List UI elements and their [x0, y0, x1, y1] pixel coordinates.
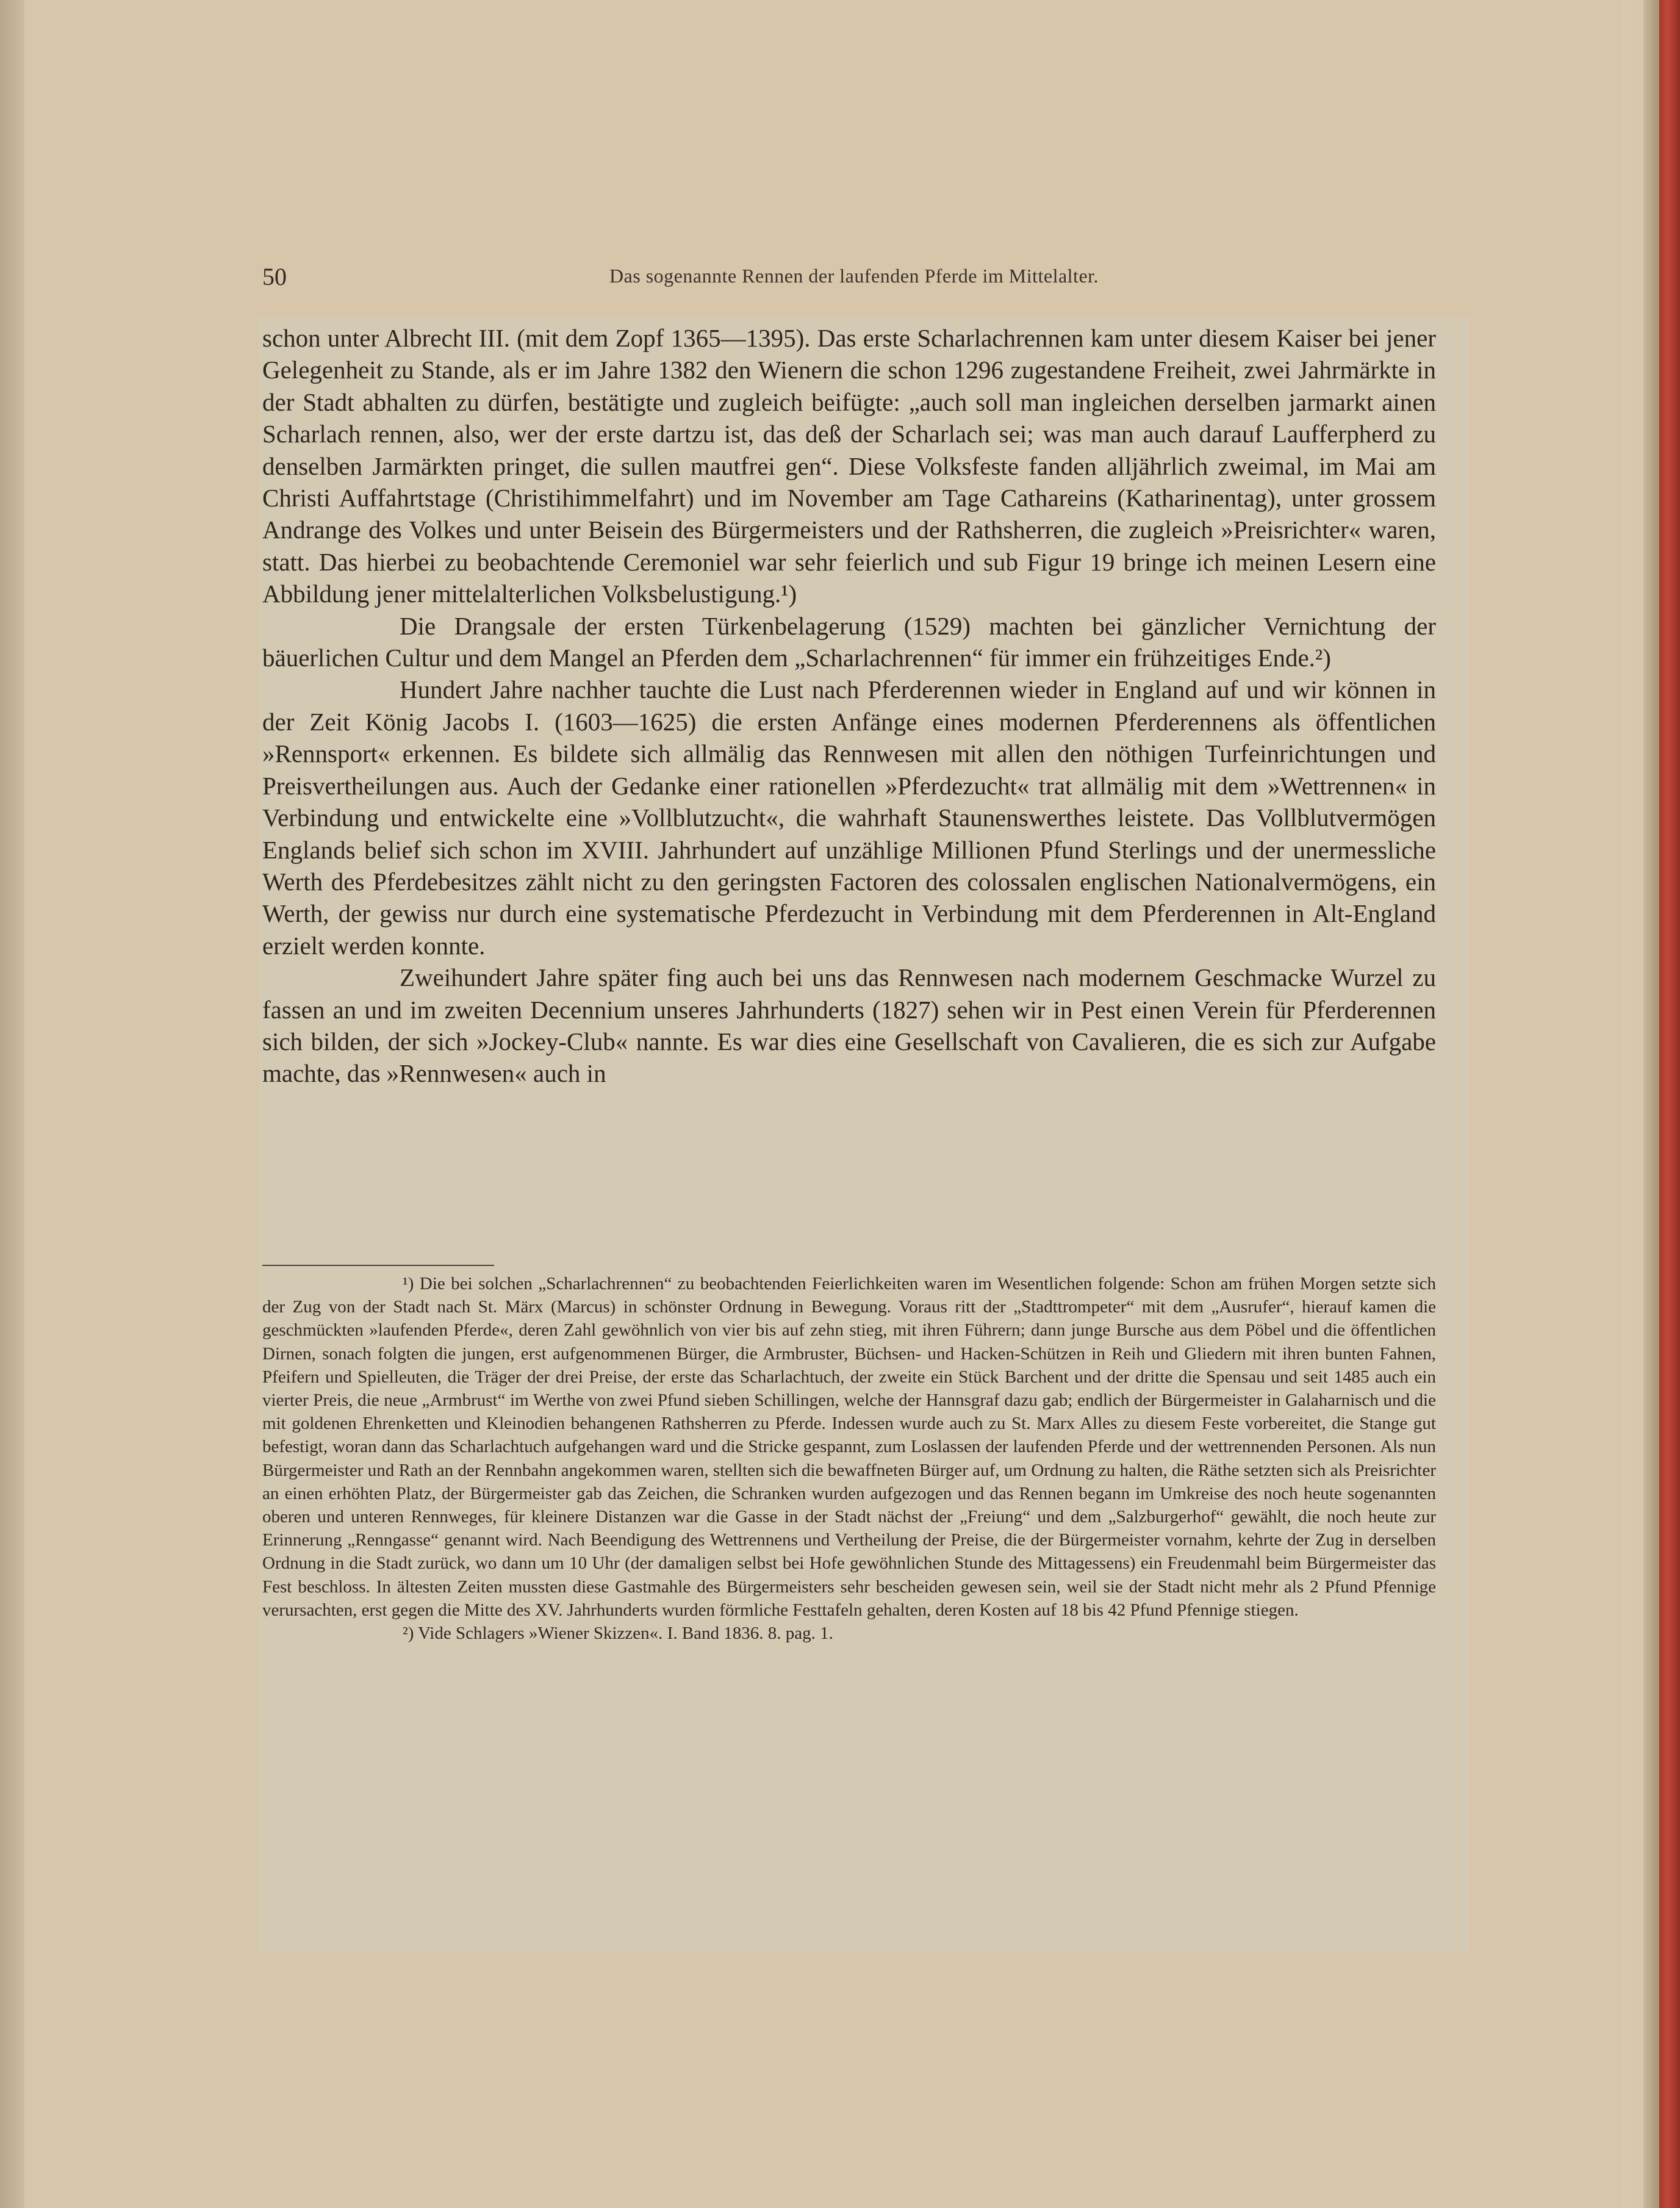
main-text — [262, 322, 1436, 1090]
running-title: Das sogenannte Rennen der laufenden Pferde im Mittelalter. — [609, 265, 1099, 287]
paragraph: schon unter Albrecht III. (mit dem Zopf 1365—1395). Das erste Scharlachrennen kam unter diesem Kaiser bei jener Gelegenheit zu Stande, als er im Jahre 1382 den Wienern die schon 1296 zugestandene Freiheit, zwei Jahrmärkte in der Stadt abhalten zu dürfen, bestätigte und zugleich beifügte: „auch soll man ingleichen derselben jarmarkt ainen Scharlach rennen, also, wer der erste dartzu ist, das deß der Scharlach sei; was man auch darauf Laufferpherd zu denselben Jarmärkten pringet, die sullen mautfrei gen“. Diese Volksfeste fanden alljährlich zweimal, im Mai am Christi Auffahrtstage (Christihimmelfahrt) und im November am Tage Cathareins (Katharinentag), unter grossem Andrange des Volkes und unter Beisein des Bürgermeisters und der Rathsherren, die zugleich »Preisrichter« waren, statt. Das hierbei zu beobachtende Ceremoniel war sehr feierlich und sub Figur 19 bringe ich meinen Lesern eine Abbildung jener mittelalterlichen Volksbelustigung.¹) — [262, 324, 1436, 608]
footnote-1: ¹) Die bei solchen „Scharlachrennen“ zu beobachtenden Feierlichkeiten waren im Wesentlichen folgende: Schon am frühen Morgen setzte sich der Zug von der Stadt nach St. Märx (Marcus) in schönster Ordnung in Bewegung. Voraus ritt der „Stadttrompeter“ mit dem „Ausrufer“, hierauf kamen die geschmückten »laufenden Pferde«, deren Zahl gewöhnlich von vier bis auf zehn stieg, mit ihren Führern; dann junge Bursche aus dem Pöbel und die öffentlichen Dirnen, sonach folgten die jungen, erst aufgenommenen Bürger, die Armbruster, Büchsen- und Hacken-Schützen in Reih und Gliedern mit ihren bunten Fahnen, Pfeifern und Spielleuten, die Träger der drei Preise, der erste das Scharlachtuch, der zweite ein Stück Barchent und der dritte die Spensau und seit 1485 auch ein vierter Preis, die neue „Armbrust“ im Werthe von zwei Pfund sieben Schillingen, welche der Hannsgraf dazu gab; endlich der Bürgermeister in Galaharnisch und die mit goldenen Ehrenketten und Kleinodien behangenen Rathsherren zu Pferde. Indessen wurde auch zu St. Marx Alles zu diesem Feste vorbereitet, die Stange gut befestigt, woran dann das Scharlachtuch aufgehangen ward und die Stricke gespannt, zum Loslassen der laufenden Pferde und der wettrennenden Personen. Als nun Bürgermeister und Rath an der Rennbahn angekommen waren, stellten sich die bewaffneten Bürger auf, um Ordnung zu halten, die Räthe setzten sich als Preisrichter an einen erhöhten Platz, der Bürgermeister gab das Zeichen, die Schranken wurden aufgezogen und das Rennen begann im Umkreise des noch heute sogenannten oberen und unteren Rennweges, für kleinere Distanzen war die Gasse in der Stadt nächst der „Freiung“ und dem „Salzburgerhof“ gewählt, die noch heute zur Erinnerung „Renngasse“ genannt wird. Nach Beendigung des Wettrennens und Vertheilung der Preise, die der Bürgermeister vornahm, kehrte der Zug in derselben Ordnung in die Stadt zurück, wo dann um 10 Uhr (der damaligen selbst bei Hofe gewöhnlichen Stunde des Mittagessens) ein Freudenmahl beim Bürgermeister das Fest beschloss. In ältesten Zeiten mussten diese Gastmahle des Bürgermeisters sehr bescheiden gewesen sein, weil sie der Stadt nicht mehr als 2 Pfund Pfennige verursachten, erst gegen die Mitte des XV. Jahrhunderts wurden förmliche Festtafeln gehalten, deren Kosten auf 18 bis 42 Pfund Pfennige stiegen. — [262, 1274, 1436, 1620]
page-edge-stack — [1643, 0, 1659, 2208]
footnotes — [262, 1272, 1436, 1645]
footnote-2: ²) Vide Schlagers »Wiener Skizzen«. I. Band 1836. 8. pag. 1. — [403, 1624, 833, 1644]
book-gutter-left — [0, 0, 24, 2208]
page-number: 50 — [262, 263, 287, 290]
paragraph: Die Drangsale der ersten Türkenbelagerung (1529) machten bei gänzlicher Vernichtung der bäuerlichen Cultur und dem Mangel an Pferden dem „Scharlachrennen“ für immer ein frühzeitiges Ende.²) — [262, 611, 1436, 672]
paragraph: Zweihundert Jahre später fing auch bei uns das Rennwesen nach modernem Geschmacke Wurzel zu fassen an und im zweiten Decennium unseres Jahrhunderts (1827) sehen wir in Pest einen Verein für Pferderennen sich bilden, der sich »Jockey-Club« nannte. Es war dies eine Gesellschaft von Cavalieren, die es sich zur Aufgabe machte, das »Rennwesen« auch in — [262, 963, 1436, 1088]
footnote-rule — [262, 1265, 494, 1266]
book-cover-edge — [1659, 0, 1680, 2208]
page-header — [262, 262, 1446, 299]
paragraph: Hundert Jahre nachher tauchte die Lust nach Pferderennen wieder in England auf und wir können in der Zeit König Jacobs I. (1603—1625) die ersten Anfänge eines modernen Pferderennens als öffentlichen »Rennsport« erkennen. Es bildete sich allmälig das Rennwesen mit allen den nöthigen Turfeinrichtungen und Preisvertheilungen aus. Auch der Gedanke einer rationellen »Pferdezucht« trat allmälig mit dem »Wettrennen« in Verbindung und entwickelte eine »Vollblutzucht«, die wahrhaft Staunenswerthes leistete. Das Vollblutvermögen Englands belief sich schon im XVIII. Jahrhundert auf unzählige Millionen Pfund Sterlings und der unermessliche Werth des Pferdebesitzes zählt nicht zu den geringsten Factoren des colossalen englischen Nationalvermögens, ein Werth, der gewiss nur durch eine systematische Pferdezucht in Verbindung mit dem Pferderennen in Alt-England erzielt werden konnte. — [262, 675, 1436, 960]
